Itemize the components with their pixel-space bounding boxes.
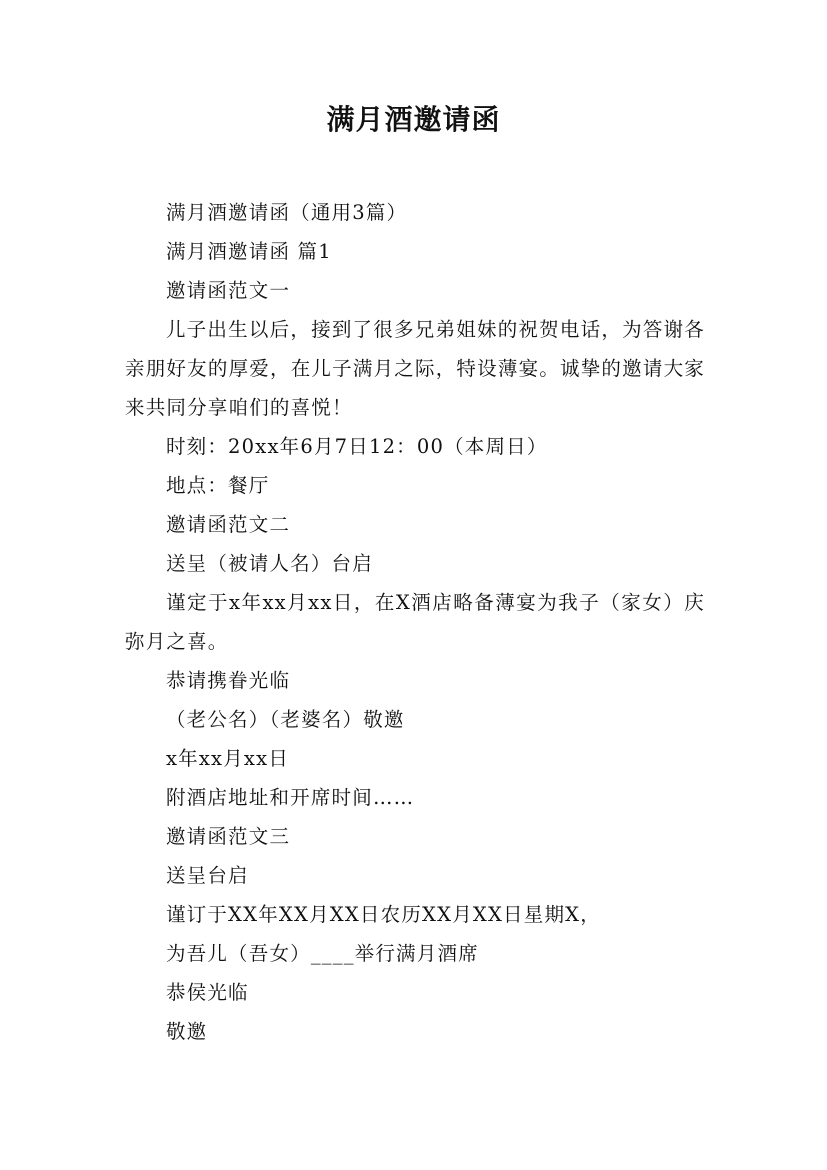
paragraph-sample-2-body: 谨定于x年xx月xx日，在X酒店略备薄宴为我子（家女）庆弥月之喜。	[125, 591, 705, 653]
document-body	[125, 193, 705, 1051]
paragraph-sample-1-heading: 邀请函范文一	[165, 279, 291, 302]
paragraph-recipient: 送呈（被请人名）台启	[165, 552, 373, 575]
paragraph-subtitle: 满月酒邀请函（通用3篇）	[165, 201, 408, 224]
paragraph-note: 附酒店地址和开席时间……	[165, 786, 415, 809]
paragraph-time: 时刻：20xx年6月7日12：00（本周日）	[165, 435, 548, 458]
paragraph-welcome: 恭侯光临	[165, 981, 249, 1004]
paragraph-sample-3-heading: 邀请函范文三	[165, 825, 291, 848]
paragraph-signature: （老公名）（老婆名）敬邀	[165, 708, 405, 731]
paragraph-sample-2-heading: 邀请函范文二	[165, 513, 291, 536]
paragraph-closing: 敬邀	[165, 1020, 208, 1043]
paragraph-location: 地点：餐厅	[165, 474, 270, 497]
paragraph-date: x年xx月xx日	[165, 747, 290, 770]
paragraph-recipient-2: 送呈台启	[165, 864, 249, 887]
paragraph-sample-1-body: 儿子出生以后，接到了很多兄弟姐妹的祝贺电话，为答谢各亲朋好友的厚爱，在儿子满月之际，特设薄宴。诚挚的邀请大家来共同分享咱们的喜悦！	[125, 318, 705, 419]
document-title: 满月酒邀请函	[326, 103, 501, 136]
paragraph-sample-3-event: 为吾儿（吾女）____举行满月酒席	[165, 942, 479, 965]
paragraph-sample-3-date: 谨订于XX年XX月XX日农历XX月XX日星期X，	[165, 903, 601, 926]
paragraph-invite-line: 恭请携眷光临	[165, 669, 291, 692]
paragraph-section-heading: 满月酒邀请函 篇1	[165, 240, 332, 263]
